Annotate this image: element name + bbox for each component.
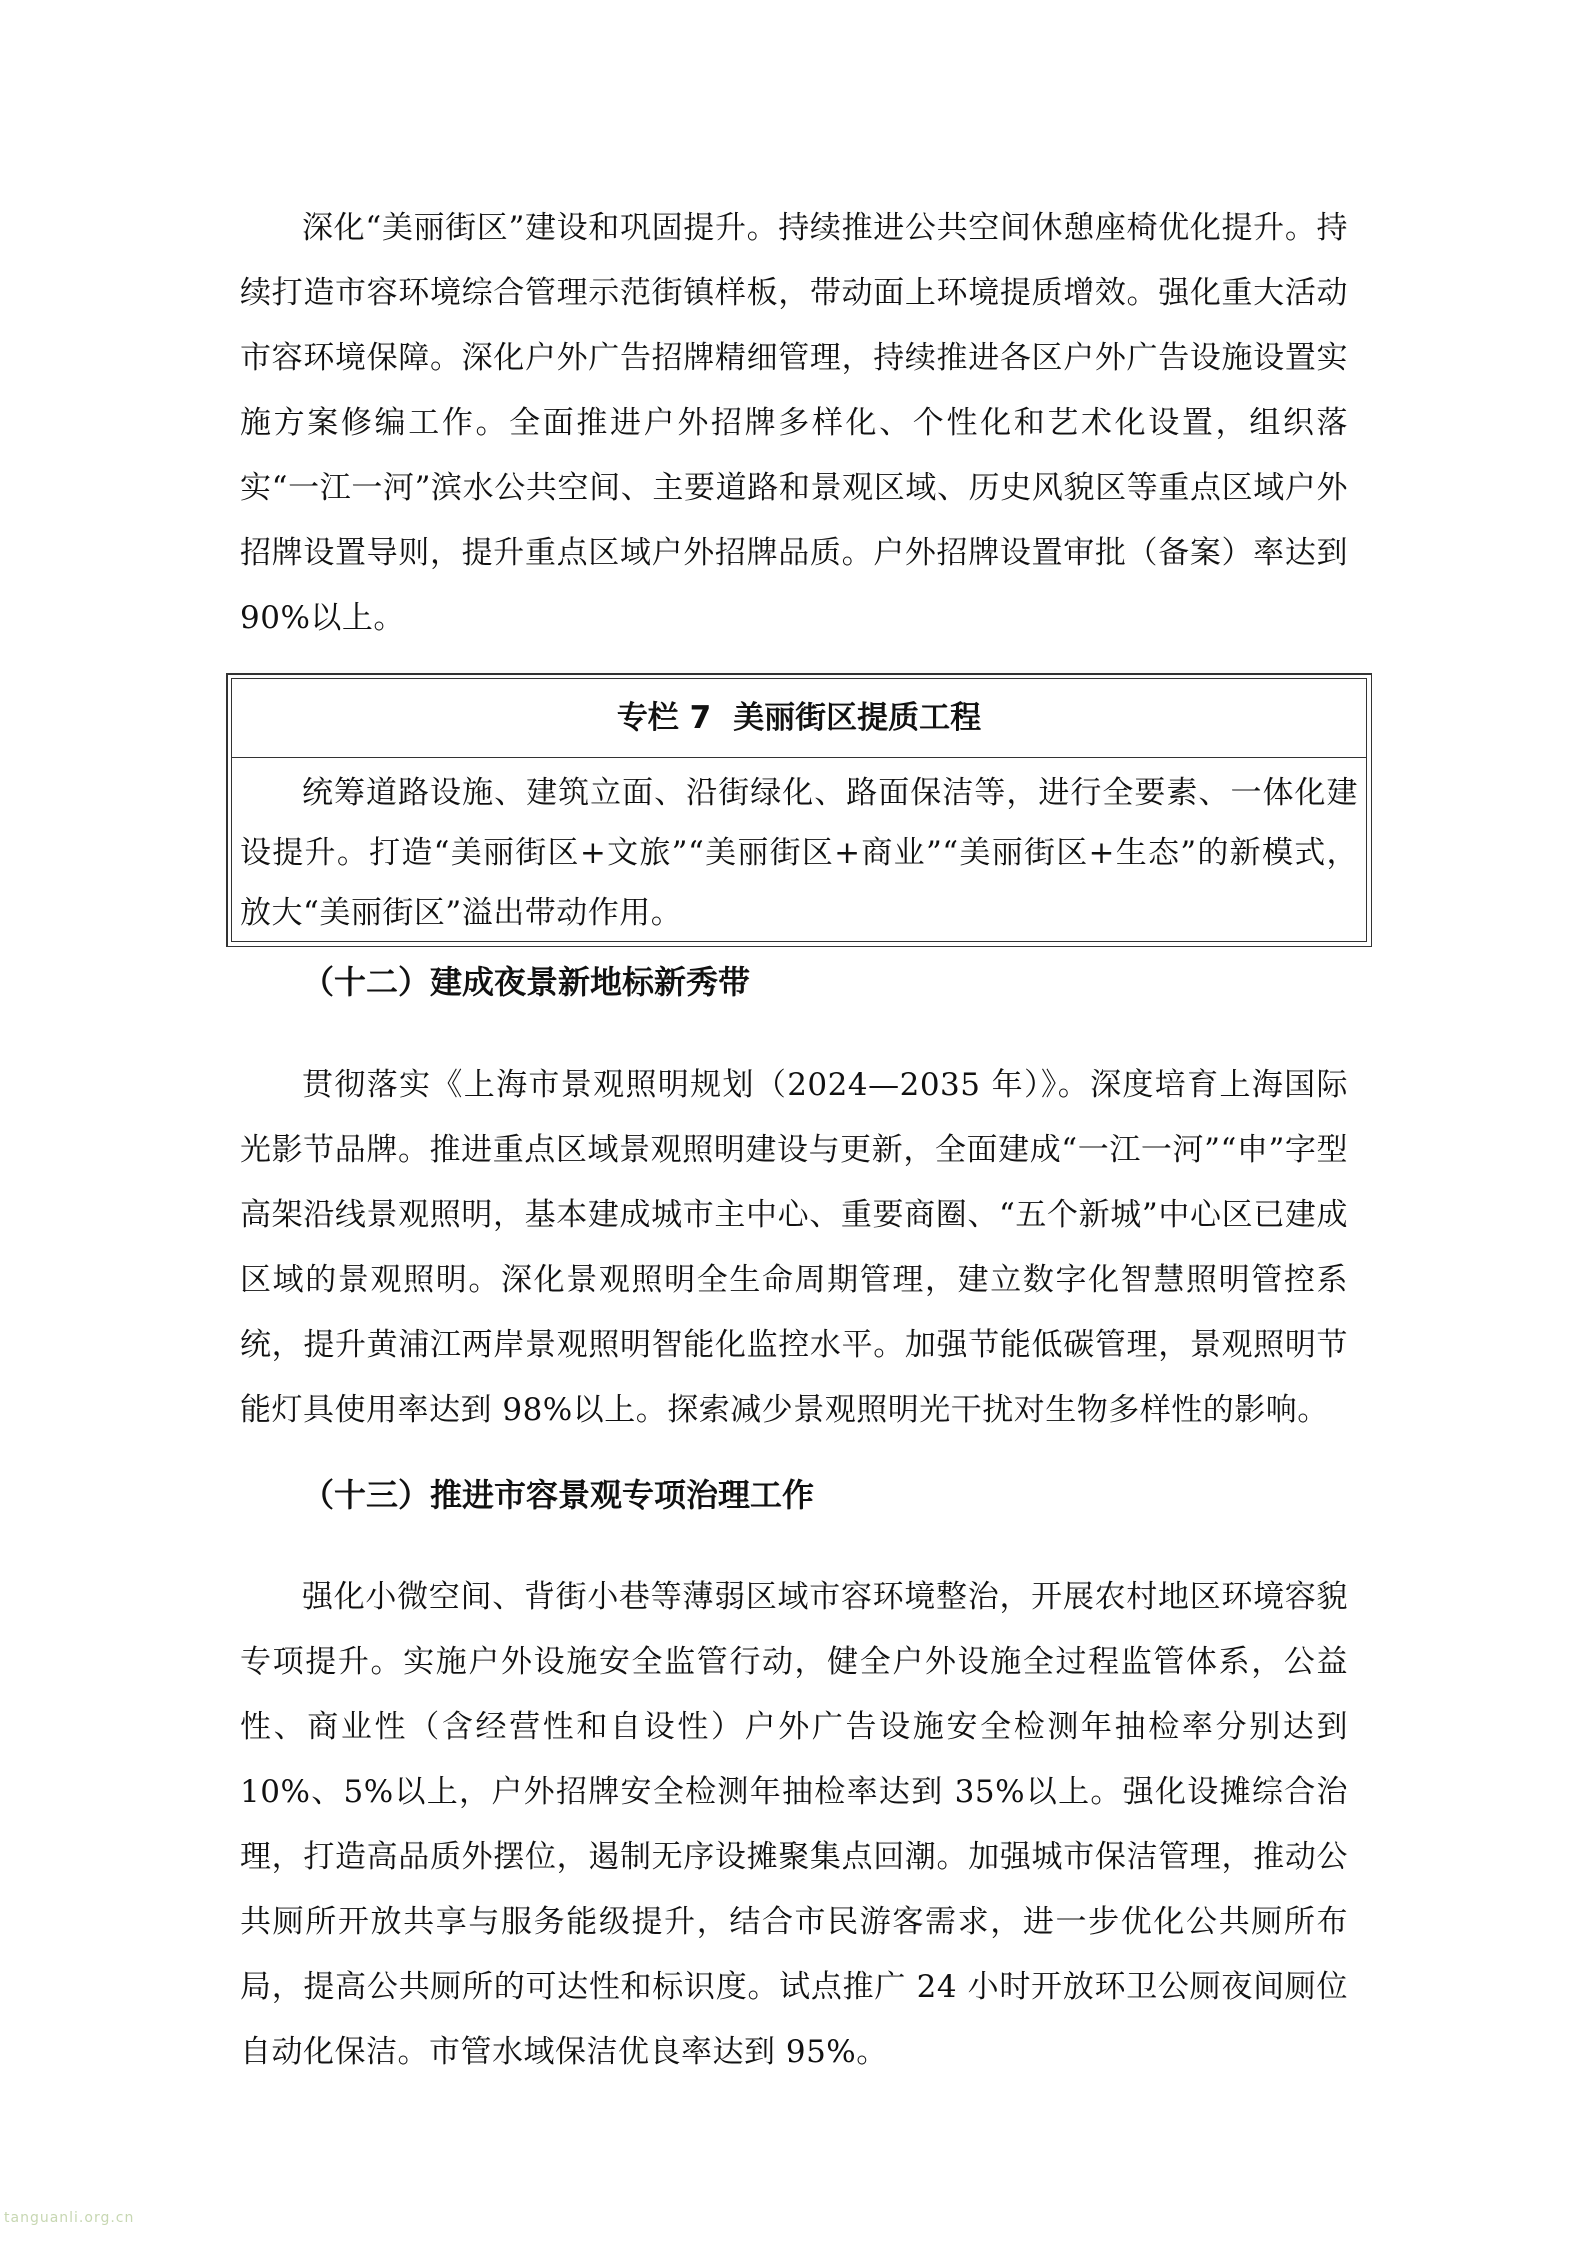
feature-box-title-text: 美丽街区提质工程 (733, 700, 982, 736)
feature-box-frame (231, 678, 1367, 942)
feature-box-body: 统筹道路设施、建筑立面、沿街绿化、路面保洁等，进行全要素、一体化建设提升。打造“美丽街区+文旅”“美丽街区+商业”“美丽街区+生态”的新模式，放大“美丽街区”溢出带动作用。 (240, 775, 1358, 931)
watermark: tanguanli.org.cn (4, 2210, 135, 2226)
paragraph-city-appearance: 强化小微空间、背街小巷等薄弱区域市容环境整治，开展农村地区环境容貌专项提升。实施户外设施安全监管行动，健全户外设施全过程监管体系，公益性、商业性（含经营性和自设性）户外广告设施安全检测年抽检率分别达到 10%、5%以上，户外招牌安全检测年抽检率达到 35%以上。强化设摊综合治理，打造高品质外摆位，遏制无序设摊聚集点回潮。加强城市保洁管理，推动公共厕所开放共享与服务能级提升，结合市民游客需求，进一步优化公共厕所布局，提高公共厕所的可达性和标识度。试点推广 24 小时开放环卫公厕夜间厕位自动化保洁。市管水域保洁优良率达到 95%。 (240, 1579, 1348, 2070)
paragraph-beautiful-streets: 深化“美丽街区”建设和巩固提升。持续推进公共空间休憩座椅优化提升。持续打造市容环境综合管理示范街镇样板，带动面上环境提质增效。强化重大活动市容环境保障。深化户外广告招牌精细管理，持续推进各区户外广告设施设置实施方案修编工作。全面推进户外招牌多样化、个性化和艺术化设置，组织落实“一江一河”滨水公共空间、主要道路和景观区域、历史风貌区等重点区域户外招牌设置导则，提升重点区域户外招牌品质。户外招牌设置审批（备案）率达到 90%以上。 (240, 210, 1348, 636)
feature-box (226, 673, 1372, 947)
feature-box-number: 专栏 7 (616, 700, 712, 736)
section-heading-12: （十二）建成夜景新地标新秀带 (302, 963, 751, 1001)
section-heading-13: （十三）推进市容景观专项治理工作 (302, 1476, 815, 1514)
paragraph-night-lighting: 贯彻落实《上海市景观照明规划（2024—2035 年）》。深度培育上海国际光影节品牌。推进重点区域景观照明建设与更新，全面建成“一江一河”“申”字型高架沿线景观照明，基本建成城市主中心、重要商圈、“五个新城”中心区已建成区域的景观照明。深化景观照明全生命周期管理，建立数字化智慧照明管控系统，提升黄浦江两岸景观照明智能化监控水平。加强节能低碳管理，景观照明节能灯具使用率达到 98%以上。探索减少景观照明光干扰对生物多样性的影响。 (240, 1067, 1348, 1428)
feature-box-title (232, 679, 1366, 758)
